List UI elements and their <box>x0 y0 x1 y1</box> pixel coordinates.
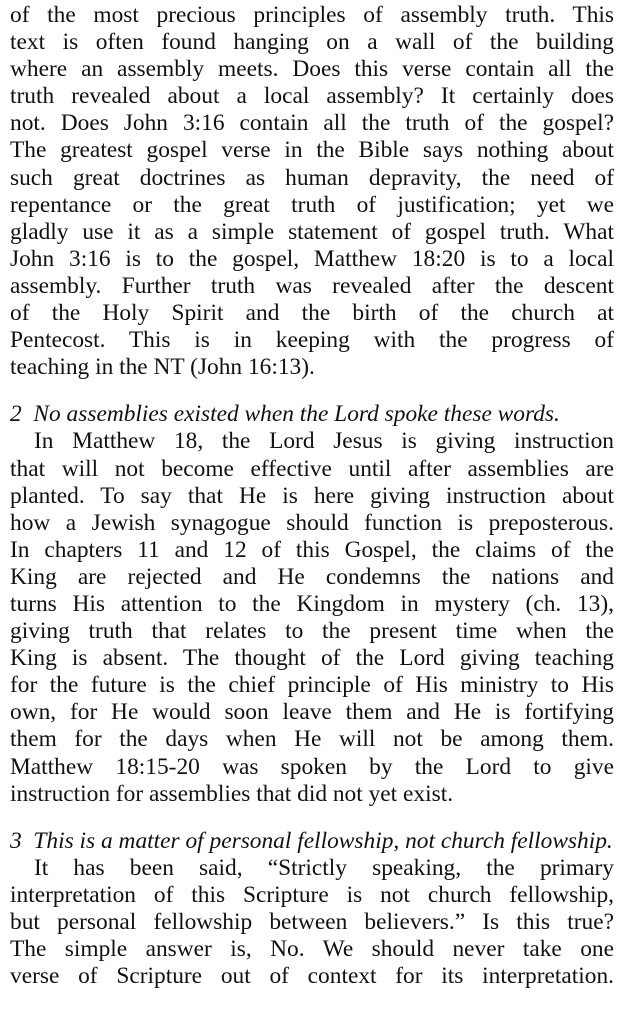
section-gap <box>10 381 614 401</box>
text-line: The simple answer is, No. We should never take one <box>10 936 614 963</box>
paragraph-continued <box>10 2 614 381</box>
section-heading-text: This is a matter of personal fellowship, not church fellowship. <box>33 827 613 854</box>
section-2 <box>10 401 614 807</box>
text-line: repentance or the great truth of justification; yet we <box>10 191 614 218</box>
text-line: King are rejected and He condemns the nations and <box>10 563 614 590</box>
text-line: teaching in the NT (John 16:13). <box>10 354 315 381</box>
text-line: that will not become effective until after assemblies are <box>10 455 614 482</box>
text-line: interpretation of this Scripture is not church fellowship, <box>10 881 614 908</box>
text-line: In Matthew 18, the Lord Jesus is giving instruction <box>34 428 614 455</box>
text-line: how a Jewish synagogue should function is preposterous. <box>10 509 614 536</box>
text-line: own, for He would soon leave them and He is fortifying <box>10 699 614 726</box>
text-line: It has been said, “Strictly speaking, the primary <box>34 854 614 881</box>
text-line: Matthew 18:15-20 was spoken by the Lord to give <box>10 753 614 780</box>
section-heading-text: No assemblies existed when the Lord spoke these words. <box>33 401 560 428</box>
text-line: The greatest gospel verse in the Bible says nothing about <box>10 137 614 164</box>
text-line: not. Does John 3:16 contain all the truth of the gospel? <box>10 110 614 137</box>
text-line: Pentecost. This is in keeping with the progress of <box>10 327 614 354</box>
section-gap <box>10 808 614 828</box>
text-line: gladly use it as a simple statement of gospel truth. What <box>10 218 614 245</box>
text-line: verse of Scripture out of context for its interpretation. <box>10 963 614 990</box>
text-line: instruction for assemblies that did not yet exist. <box>10 780 454 807</box>
text-line: of the Holy Spirit and the birth of the church at <box>10 300 614 327</box>
text-line: King is absent. The thought of the Lord giving teaching <box>10 645 614 672</box>
text-line: planted. To say that He is here giving instruction about <box>10 482 614 509</box>
text-line: them for the days when He will not be among them. <box>10 726 614 753</box>
text-line: for the future is the chief principle of His ministry to His <box>10 672 614 699</box>
text-line: but personal fellowship between believers.” Is this true? <box>10 909 614 935</box>
section-3 <box>10 828 614 991</box>
text-line: giving truth that relates to the present time when the <box>10 618 614 645</box>
text-line: such great doctrines as human depravity, the need of <box>10 164 614 191</box>
document-page <box>10 2 614 990</box>
text-line: John 3:16 is to the gospel, Matthew 18:20 is to a local <box>10 245 614 272</box>
section-number: 2 <box>10 401 22 428</box>
text-line: where an assembly meets. Does this verse contain all the <box>10 56 614 83</box>
text-line: text is often found hanging on a wall of the building <box>10 29 614 56</box>
section-heading <box>10 828 614 855</box>
text-line: In chapters 11 and 12 of this Gospel, the claims of the <box>10 536 614 563</box>
text-line: turns His attention to the Kingdom in mystery (ch. 13), <box>10 590 614 617</box>
text-line: assembly. Further truth was revealed after the descent <box>10 272 614 299</box>
section-number: 3 <box>10 827 22 854</box>
text-line: of the most precious principles of assembly truth. This <box>10 2 614 28</box>
section-heading <box>10 401 614 428</box>
text-line: truth revealed about a local assembly? It certainly does <box>10 83 614 110</box>
